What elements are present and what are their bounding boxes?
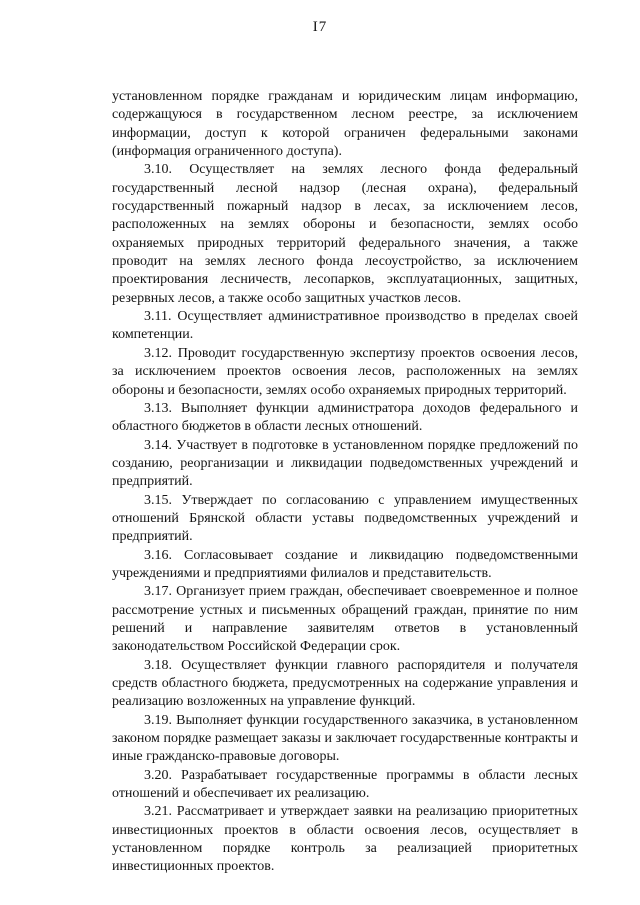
paragraph-3-14: 3.14. Участвует в подготовке в установленном порядке предложений по созданию, реорганизации и ликвидации подведомственных учреждений и предприятий. bbox=[112, 437, 578, 490]
paragraph-3-21: 3.21. Рассматривает и утверждает заявки на реализацию приоритетных инвестиционных проектов в области освоения лесов, осуществляет в установленном порядке контроль за реализацией приоритетных инвестиционных проектов. bbox=[112, 804, 578, 875]
paragraph-3-11: 3.11. Осуществляет административное производство в пределах своей компетенции. bbox=[112, 309, 578, 343]
page-number: I7 bbox=[312, 19, 328, 35]
paragraph-3-18: 3.18. Осуществляет функции главного распорядителя и получателя средств областного бюджета, предусмотренных на содержание управления и реализацию возложенных на управление функций. bbox=[112, 657, 578, 710]
paragraph-continuation: установленном порядке гражданам и юридическим лицам информацию, содержащуюся в государственном лесном реестре, за исключением информации, доступ к которой ограничен федеральными законами (информация ограниченного доступа). bbox=[112, 89, 578, 160]
paragraph-3-12: 3.12. Проводит государственную экспертизу проектов освоения лесов, за исключением проектов освоения лесов, расположенных на землях обороны и безопасности, землях особо охраняемых природных территорий. bbox=[112, 345, 578, 398]
paragraph-3-20: 3.20. Разрабатывает государственные программы в области лесных отношений и обеспечивает их реализацию. bbox=[112, 767, 578, 802]
paragraph-3-13: 3.13. Выполняет функции администратора доходов федерального и областного бюджетов в области лесных отношений. bbox=[112, 400, 578, 435]
paragraph-3-16: 3.16. Согласовывает создание и ликвидацию подведомственными учреждениями и предприятиями филиалов и представительств. bbox=[112, 547, 578, 581]
paragraph-3-15: 3.15. Утверждает по согласованию с управлением имущественных отношений Брянской области уставы подведомственных учреждений и предприятий. bbox=[112, 492, 578, 545]
paragraph-3-17: 3.17. Организует прием граждан, обеспечивает своевременное и полное рассмотрение устных и письменных обращений граждан, принятие по ним решений и направление заявителям ответов в установленный законодательством Российской Федерации срок. bbox=[112, 584, 578, 655]
document-body bbox=[112, 88, 578, 877]
paragraph-3-10: 3.10. Осуществляет на землях лесного фонда федеральный государственный лесной надзор (лесная охрана), федеральный государственный пожарный надзор в лесах, за исключением лесов, расположенных на землях обороны и безопасности, землях особо охраняемых природных территорий федерального значения, а также проводит на землях лесного фонда лесоустройство, за исключением проектирования лесничеств, лесопарков, эксплуатационных, защитных, резервных лесов, а также особо защитных участков лесов. bbox=[112, 162, 578, 306]
paragraph-3-19: 3.19. Выполняет функции государственного заказчика, в установленном законом порядке размещает заказы и заключает государственные контракты и иные гражданско-правовые договоры. bbox=[112, 712, 578, 765]
